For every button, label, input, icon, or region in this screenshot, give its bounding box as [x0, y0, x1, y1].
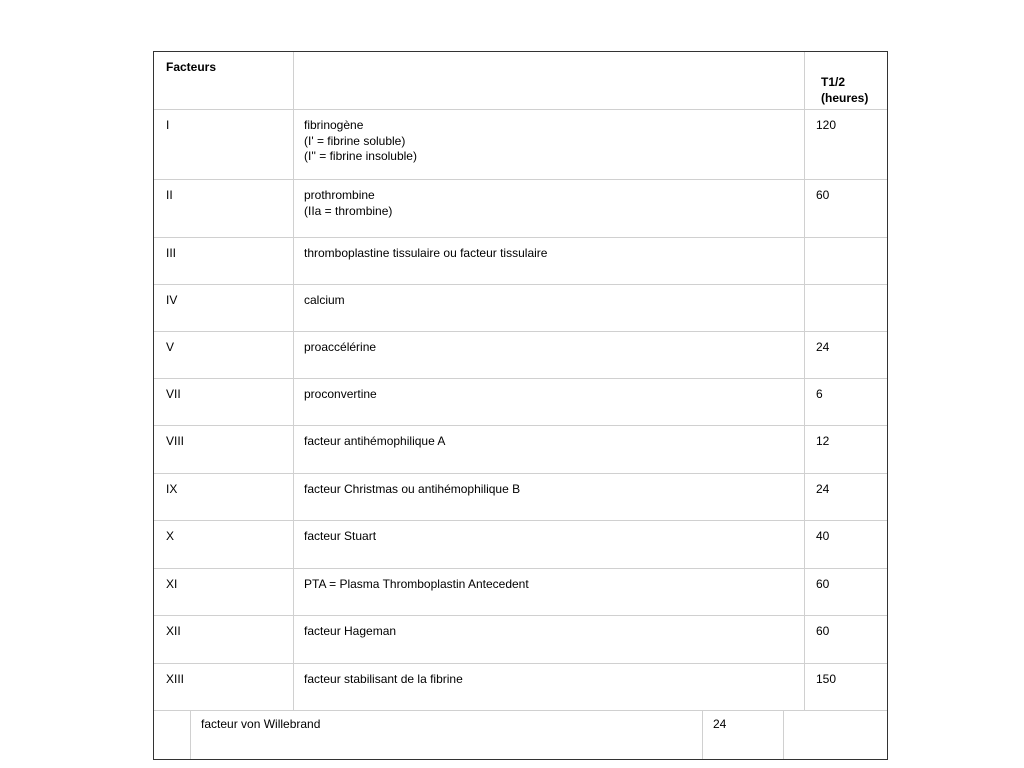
factor-name-cell	[294, 180, 805, 237]
halflife-cell	[805, 332, 887, 378]
factor-cell	[154, 569, 294, 615]
halflife-cell	[805, 379, 887, 425]
factor-cell	[154, 379, 294, 425]
halflife-cell	[805, 426, 887, 473]
factor-name-cell	[294, 285, 805, 331]
factor-name-cell	[294, 569, 805, 615]
factor-cell	[154, 332, 294, 378]
table-row	[154, 379, 887, 426]
factor-number: X	[166, 529, 175, 543]
factor-name: facteur Stuart	[304, 529, 377, 543]
table-row	[154, 474, 887, 521]
factor-number: II	[166, 188, 173, 202]
factor-name: proconvertine	[304, 387, 377, 401]
halflife-value: 40	[816, 529, 830, 543]
factor-name: proaccélérine	[304, 340, 377, 354]
empty-cell	[154, 711, 191, 759]
factor-name: facteur Christmas ou antihémophilique B	[304, 482, 521, 496]
factor-name-cell	[294, 616, 805, 663]
factor-cell	[154, 474, 294, 520]
header-name	[294, 52, 805, 109]
table-row	[154, 110, 887, 180]
halflife-cell	[805, 474, 887, 520]
factor-cell	[154, 521, 294, 568]
halflife-cell	[805, 180, 887, 237]
halflife-value: 150	[816, 672, 837, 686]
factor-name: facteur Hageman	[304, 624, 397, 638]
header-factors	[154, 52, 294, 109]
halflife-value: 120	[816, 118, 837, 132]
halflife-value: 60	[816, 624, 830, 638]
header-halflife-line2: (heures)	[821, 90, 869, 105]
halflife-cell	[805, 664, 887, 710]
factor-cell	[154, 616, 294, 663]
factor-name-cell	[294, 110, 805, 179]
factor-cell	[154, 426, 294, 473]
factor-name-cell	[294, 664, 805, 710]
factor-number: I	[166, 118, 170, 132]
table-row-von-willebrand	[154, 711, 887, 759]
factor-cell	[154, 285, 294, 331]
factor-name: prothrombine	[304, 188, 375, 202]
factor-name-note: (I'' = fibrine insoluble)	[304, 149, 417, 163]
halflife-cell	[805, 285, 887, 331]
table-row	[154, 664, 887, 711]
header-halflife	[805, 52, 887, 109]
factor-name: facteur antihémophilique A	[304, 434, 446, 448]
empty-cell	[784, 711, 887, 759]
halflife-value: 60	[816, 577, 830, 591]
factor-name-cell	[191, 711, 703, 759]
factor-number: VIII	[166, 434, 185, 448]
factor-number: XIII	[166, 672, 185, 686]
factor-cell	[154, 664, 294, 710]
factor-name-cell	[294, 426, 805, 473]
factor-number: IV	[166, 293, 178, 307]
factor-name: fibrinogène	[304, 118, 364, 132]
halflife-cell	[805, 110, 887, 179]
halflife-cell	[805, 569, 887, 615]
halflife-cell	[805, 616, 887, 663]
factor-number: III	[166, 246, 177, 260]
factor-number: XI	[166, 577, 178, 591]
factor-number: V	[166, 340, 175, 354]
halflife-cell	[805, 521, 887, 568]
halflife-value: 24	[713, 717, 727, 731]
factor-name: facteur stabilisant de la fibrine	[304, 672, 463, 686]
table-row	[154, 569, 887, 616]
halflife-cell	[703, 711, 784, 759]
factor-name-cell	[294, 238, 805, 284]
table-row	[154, 332, 887, 379]
factor-name-cell	[294, 379, 805, 425]
factor-name: calcium	[304, 293, 345, 307]
table-row	[154, 238, 887, 285]
factor-name-cell	[294, 332, 805, 378]
table-row	[154, 616, 887, 664]
factor-name-note: (IIa = thrombine)	[304, 203, 393, 218]
header-factors-label: Facteurs	[166, 60, 217, 74]
halflife-value: 12	[816, 434, 830, 448]
factor-number: VII	[166, 387, 181, 401]
factor-cell	[154, 180, 294, 237]
factor-name-cell	[294, 521, 805, 568]
table-row	[154, 426, 887, 474]
factor-name: PTA = Plasma Thromboplastin Antecedent	[304, 577, 529, 591]
factor-name: thromboplastine tissulaire ou facteur tissulaire	[304, 246, 548, 260]
halflife-value: 24	[816, 340, 830, 354]
factor-cell	[154, 238, 294, 284]
factor-name: facteur von Willebrand	[201, 717, 321, 731]
table-row	[154, 180, 887, 238]
factor-name-cell	[294, 474, 805, 520]
header-halflife-line1: T1/2	[821, 75, 846, 89]
halflife-cell	[805, 238, 887, 284]
table-header-row	[154, 52, 887, 110]
factor-cell	[154, 110, 294, 179]
factor-name-note: (I' = fibrine soluble)	[304, 133, 406, 148]
factor-number: XII	[166, 624, 181, 638]
table-row	[154, 285, 887, 332]
coagulation-factors-table	[153, 51, 888, 760]
halflife-value: 60	[816, 188, 830, 202]
halflife-value: 24	[816, 482, 830, 496]
table-row	[154, 521, 887, 569]
factor-number: IX	[166, 482, 178, 496]
halflife-value: 6	[816, 387, 823, 401]
